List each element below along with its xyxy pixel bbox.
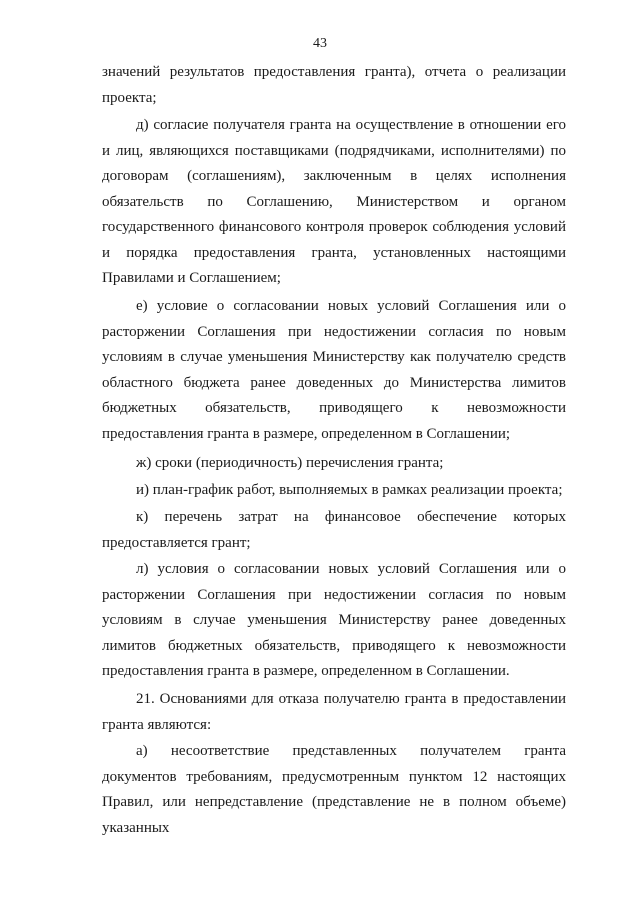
paragraph-zh (102, 451, 566, 477)
text-line: или непредставление (представление не в полном объеме) указанных (102, 794, 566, 836)
text-line: л) условия о согласовании новых условий Соглашения (136, 561, 518, 577)
text-line: или о расторжении Соглашения при недостижении согласия по новым (102, 298, 566, 340)
text-line: или о расторжении Соглашения при недостижении согласия по новым (102, 561, 566, 603)
paragraph-l (102, 557, 566, 685)
text-line: 21. Основаниями для отказа получателю гранта в предоставлении (136, 691, 566, 707)
text-line: д) согласие получателя гранта на осуществление в отношении (136, 117, 542, 133)
text-line: по договорам (соглашениям), заключенным в целях исполнения (102, 142, 567, 184)
text-line: проекта; (102, 89, 157, 106)
text-line: и) план-график работ, выполняемых в рамках реализации проекта; (136, 482, 563, 498)
text-line: а) несоответствие представленных получателем гранта документов (102, 743, 566, 785)
text-line: областного бюджета ранее доведенных до Министерства лимитов (102, 374, 566, 391)
text-line: и порядка предоставления гранта, установленных настоящими Правилами (102, 244, 566, 286)
paragraph-k (102, 505, 566, 556)
paragraph-i (102, 478, 566, 504)
text-line: гранта являются: (102, 716, 212, 733)
text-line: бюджетных обязательств, приводящего к невозможности предоставления (102, 637, 566, 679)
text-line: гранта в размере, определенном в Соглашении; (207, 425, 511, 442)
text-line: и Соглашением; (177, 270, 281, 286)
text-line: обязательств по Соглашению, Министерством и органом (102, 193, 566, 210)
text-line: е) условие о согласовании новых условий Соглашения (136, 298, 517, 314)
paragraph-a (102, 739, 566, 841)
text-line: условиям в случае уменьшения Министерству ранее доведенных лимитов (102, 612, 566, 654)
paragraph-e (102, 294, 566, 447)
text-line: предоставляется грант; (102, 534, 251, 551)
text-line: гранта в размере, определенном в Соглашении. (207, 663, 510, 679)
text-line: государственного финансового контроля проверок соблюдения условий (102, 219, 566, 235)
page-number: 43 (313, 36, 327, 51)
paragraph-d (102, 113, 566, 292)
text-line: условиям в случае уменьшения Министерству как получателю средств (102, 349, 566, 365)
text-line: требованиям, предусмотренным пунктом 12 настоящих Правил, (102, 768, 566, 810)
paragraph-21 (102, 687, 566, 738)
text-line: значений результатов предоставления гранта), отчета о реализации (102, 64, 566, 80)
paragraph-continuation (102, 60, 566, 111)
text-line: его и лиц, являющихся поставщиками (подрядчиками, исполнителями) (102, 117, 566, 159)
text-line: бюджетных обязательств, приводящего к невозможности предоставления (102, 400, 566, 442)
text-line: к) перечень затрат на финансовое обеспечение которых (136, 509, 566, 525)
text-line: ж) сроки (периодичность) перечисления гранта; (136, 455, 444, 471)
